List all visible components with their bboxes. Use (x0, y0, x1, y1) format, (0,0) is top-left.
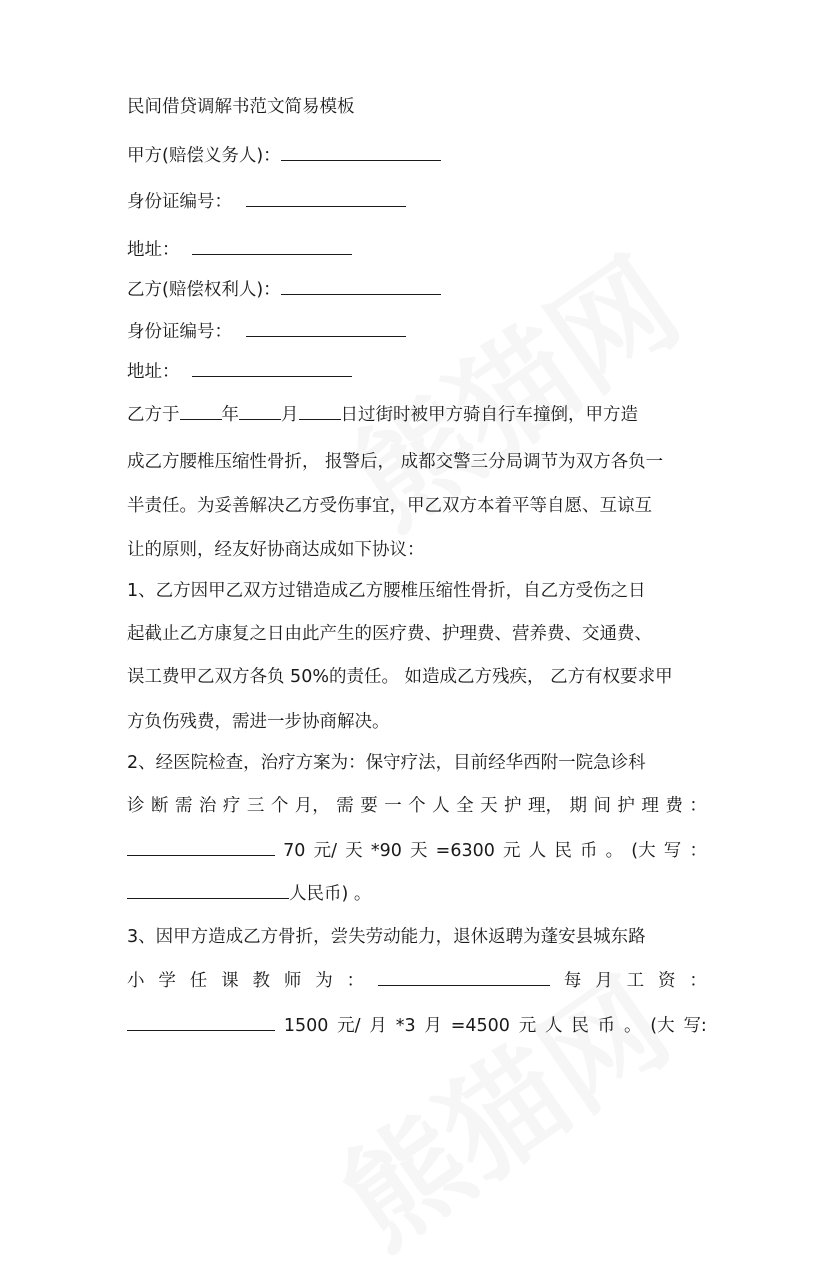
party-a-label: 甲方(赔偿义务人)： (127, 146, 281, 166)
justified-char: 元 (518, 1016, 537, 1036)
justified-char: 。 (623, 1016, 642, 1036)
item2-line-3 (127, 837, 707, 864)
justified-char: ： (346, 971, 365, 991)
justified-char: 元/ (313, 841, 337, 861)
justified-char: 天 (345, 841, 363, 861)
justified-char: 师 (283, 971, 302, 991)
justified-char: 每 (563, 971, 582, 991)
item3-line-2 (127, 967, 707, 994)
justified-char: 人 (528, 841, 547, 861)
justified-char: 需 (336, 796, 354, 816)
intro-line-3: 半责任。为妥善解决乙方受伤事宜，甲乙双方本着平等自愿、互谅互 (127, 496, 652, 516)
item2-line-4: 人民币) 。 (127, 880, 707, 907)
party-a-id-label: 身份证编号： (127, 192, 232, 212)
justified-char: =4500 (450, 1016, 510, 1036)
justified-char: 费 (665, 796, 683, 816)
justified-char: 70 (283, 841, 306, 861)
justified-char: 三 (246, 796, 265, 816)
justified-char: 月 (424, 1016, 442, 1036)
justified-char: 教 (252, 971, 270, 991)
justified-char: 1500 (283, 1016, 329, 1036)
justified-char: 诊 (127, 796, 145, 816)
justified-char: *90 (370, 841, 402, 861)
justified-char: 护 (617, 796, 635, 816)
justified-char: 个 (270, 796, 289, 816)
party-b-id-line (127, 318, 707, 345)
justified-char: 课 (221, 971, 239, 991)
intro-line-2: 成乙方腰椎压缩性骨折， 报警后， 成都交警三分局调节为双方各负一 (127, 452, 664, 472)
party-b-id-label: 身份证编号： (127, 322, 232, 342)
justified-char: *3 (395, 1016, 416, 1036)
justified-char: 疗 (222, 796, 241, 816)
justified-char: 一 (384, 796, 402, 816)
justified-char: 学 (158, 971, 176, 991)
justified-char: 币 (597, 1016, 616, 1036)
justified-char: =6300 (435, 841, 495, 861)
party-b-label: 乙方(赔偿权利人)： (127, 280, 281, 300)
salary-blank[interactable] (127, 1012, 275, 1031)
item3-line-3 (127, 1012, 707, 1039)
justified-char: ： (689, 796, 707, 816)
justified-char: 人 (545, 1016, 563, 1036)
item2-line-1: 2、经医院检查，治疗方案为：保守疗法，目前经华西附一院急诊科 (127, 753, 646, 773)
justified-char: 为 (315, 971, 333, 991)
justified-char: 人 (432, 796, 450, 816)
justified-char: (大 (631, 841, 656, 861)
justified-char: 需 (174, 796, 193, 816)
justified-char: 治 (198, 796, 217, 816)
item1-line-2: 起截止乙方康复之日由此产生的医疗费、护理费、营养费、交通费、 (127, 624, 652, 644)
justified-char: 元/ (337, 1016, 361, 1036)
item1-line-3: 误工费甲乙双方各负 50%的责任。 如造成乙方残疾， 乙方有权要求甲 (127, 667, 673, 687)
item3-line-1: 3、因甲方造成乙方骨折，尝失劳动能力，退休返聘为蓬安县城东路 (127, 927, 646, 947)
justified-char: 期 (569, 796, 587, 816)
justified-char: 小 (127, 971, 145, 991)
party-a-id-line (127, 188, 707, 215)
justified-char: 护 (504, 796, 522, 816)
party-a-blank[interactable] (281, 142, 441, 161)
item1-line-1: 1、乙方因甲乙双方过错造成乙方腰椎压缩性骨折，自乙方受伤之日 (127, 581, 646, 601)
party-a-address-blank[interactable] (192, 236, 352, 255)
party-b-line (127, 276, 707, 303)
justified-char: 任 (189, 971, 208, 991)
party-a-address-label: 地址： (127, 240, 180, 260)
item2-line-2 (127, 793, 707, 819)
party-b-blank[interactable] (281, 276, 441, 295)
justified-char: 个 (408, 796, 426, 816)
justified-char: 理， (528, 796, 563, 816)
document-title: 民间借贷调解书范文简易模板 (127, 97, 355, 117)
party-b-address-line (127, 358, 707, 385)
month-blank[interactable] (239, 401, 281, 420)
justified-char: 月 (369, 1016, 387, 1036)
party-a-address-line (127, 236, 707, 263)
justified-char: 元 (503, 841, 521, 861)
justified-char: 理 (641, 796, 659, 816)
justified-char: 写 (663, 841, 682, 861)
justified-char: ： (689, 841, 707, 861)
justified-char: 间 (593, 796, 611, 816)
intro-line-4: 让的原则，经友好协商达成如下协议： (127, 540, 425, 560)
party-a-line (127, 142, 707, 169)
justified-char: 断 (150, 796, 169, 816)
justified-char: 。 (605, 841, 624, 861)
teacher-position-blank[interactable] (378, 967, 550, 986)
justified-char: 工 (626, 971, 645, 991)
justified-char: 月， (294, 796, 330, 816)
party-a-id-blank[interactable] (246, 188, 406, 207)
year-blank[interactable] (180, 401, 222, 420)
justified-char: 民 (554, 841, 572, 861)
day-blank[interactable] (299, 401, 341, 420)
justified-char: 月 (595, 971, 613, 991)
justified-char: 写: (683, 1016, 707, 1036)
justified-char: (大 (650, 1016, 675, 1036)
amount-in-words-blank[interactable] (127, 880, 289, 899)
party-b-address-blank[interactable] (192, 358, 352, 377)
justified-char: ： (689, 971, 707, 991)
justified-char: 要 (360, 796, 378, 816)
item1-line-4: 方负伤残费，需进一步协商解决。 (127, 712, 390, 732)
justified-char: 天 (480, 796, 498, 816)
justified-char: 币 (579, 841, 598, 861)
party-b-address-label: 地址： (127, 362, 180, 382)
justified-char: 民 (571, 1016, 589, 1036)
party-b-id-blank[interactable] (246, 318, 406, 337)
justified-char: 资 (658, 971, 676, 991)
justified-char: 天 (410, 841, 428, 861)
intro-line-1: 乙方于 年 月 日过街时被甲方骑自行车撞倒，甲方造 (127, 401, 707, 428)
justified-char: 全 (456, 796, 474, 816)
nursing-fee-blank[interactable] (127, 837, 275, 856)
